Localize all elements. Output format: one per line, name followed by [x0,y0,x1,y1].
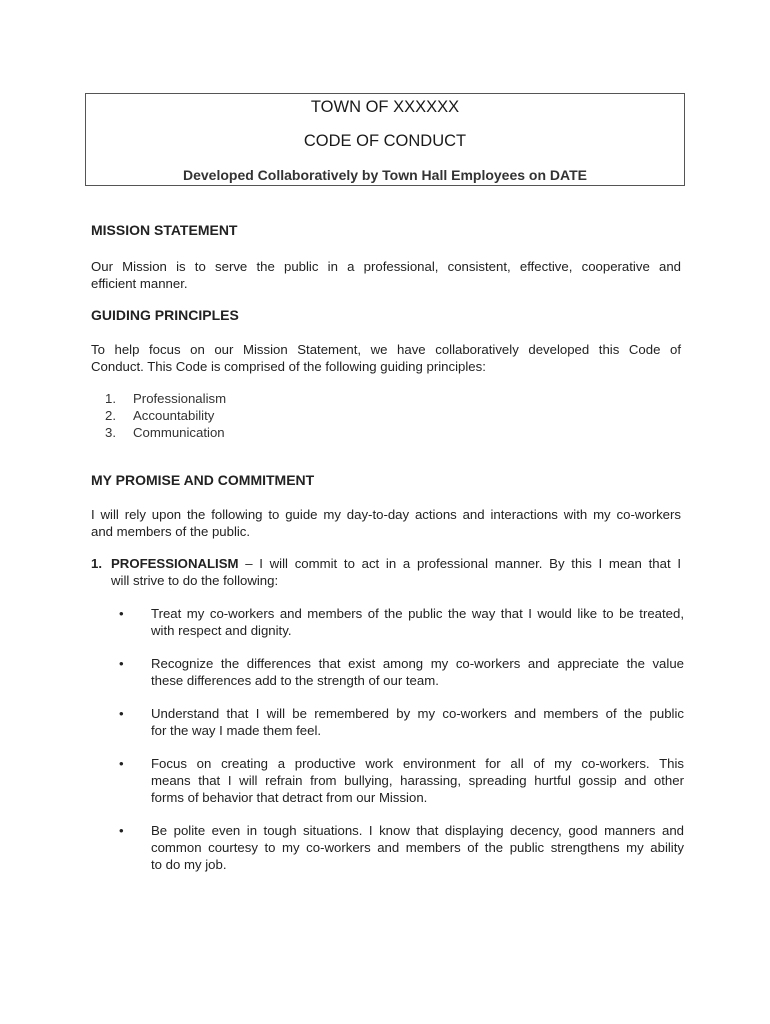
bullet-icon: • [119,606,124,621]
town-title: TOWN OF XXXXXX [310,98,460,116]
bullet-line: means that I will refrain from bullying, harassing, spreading hurtful gossip and other [151,773,684,788]
section-intro: – I will commit to act in a professional manner. By this I mean that I [238,556,681,571]
guiding-line: To help focus on our Mission Statement, we have collaboratively developed this Code of [91,342,681,357]
bullet-item [119,822,684,873]
mission-line: efficient manner. [91,276,188,291]
promise-line: I will rely upon the following to guide my day-to-day actions and interactions with my co-workers [91,507,681,522]
bullet-line: forms of behavior that detract from our Mission. [151,790,428,805]
bullet-line: with respect and dignity. [151,623,292,638]
list-number: 2. [105,408,116,423]
promise-heading: MY PROMISE AND COMMITMENT [91,472,315,488]
professionalism-section [91,555,681,589]
bullet-line: Focus on creating a productive work environment for all of my co-workers. This [151,756,684,771]
document-header-box [85,93,685,186]
bullet-line: common courtesy to my co-workers and members of the public strengthens my ability [151,840,684,855]
mission-line: Our Mission is to serve the public in a professional, consistent, effective, cooperative and [91,259,681,274]
guiding-paragraph [91,341,681,375]
bullet-icon: • [119,656,124,671]
promise-paragraph [91,506,681,540]
list-item [91,407,226,424]
mission-paragraph [91,258,681,292]
bullet-line: Recognize the differences that exist among my co-workers and appreciate the value [151,656,684,671]
guiding-line: Conduct. This Code is comprised of the following guiding principles: [91,359,486,374]
bullet-line: these differences add to the strength of our team. [151,673,439,688]
bullet-item [119,755,684,806]
list-item [91,424,226,441]
list-item [91,390,226,407]
bullet-line: Understand that I will be remembered by my co-workers and members of the public [151,706,684,721]
list-number: 1. [105,391,116,406]
promise-line: and members of the public. [91,524,251,539]
bullet-line: to do my job. [151,857,227,872]
bullet-item [119,705,684,739]
bullet-item [119,655,684,689]
section-term: PROFESSIONALISM [111,556,239,571]
bullet-item [119,605,684,639]
mission-heading: MISSION STATEMENT [91,222,238,238]
section-number: 1. [91,556,102,571]
list-label: Professionalism [133,391,227,406]
section-intro-line2: will strive to do the following: [111,573,279,588]
bullet-icon: • [119,823,124,838]
list-number: 3. [105,425,116,440]
guiding-principles-list [91,390,226,441]
bullet-line: for the way I made them feel. [151,723,322,738]
developed-by-line: Developed Collaboratively by Town Hall Employees on DATE [182,167,587,183]
list-label: Communication [133,425,225,440]
bullet-line: Be polite even in tough situations. I know that displaying decency, good manners and [151,823,684,838]
bullet-icon: • [119,756,124,771]
list-label: Accountability [133,408,215,423]
document-title: CODE OF CONDUCT [303,132,467,150]
bullet-line: Treat my co-workers and members of the public the way that I would like to be treated, [151,606,684,621]
guiding-heading: GUIDING PRINCIPLES [91,307,239,323]
bullet-icon: • [119,706,124,721]
